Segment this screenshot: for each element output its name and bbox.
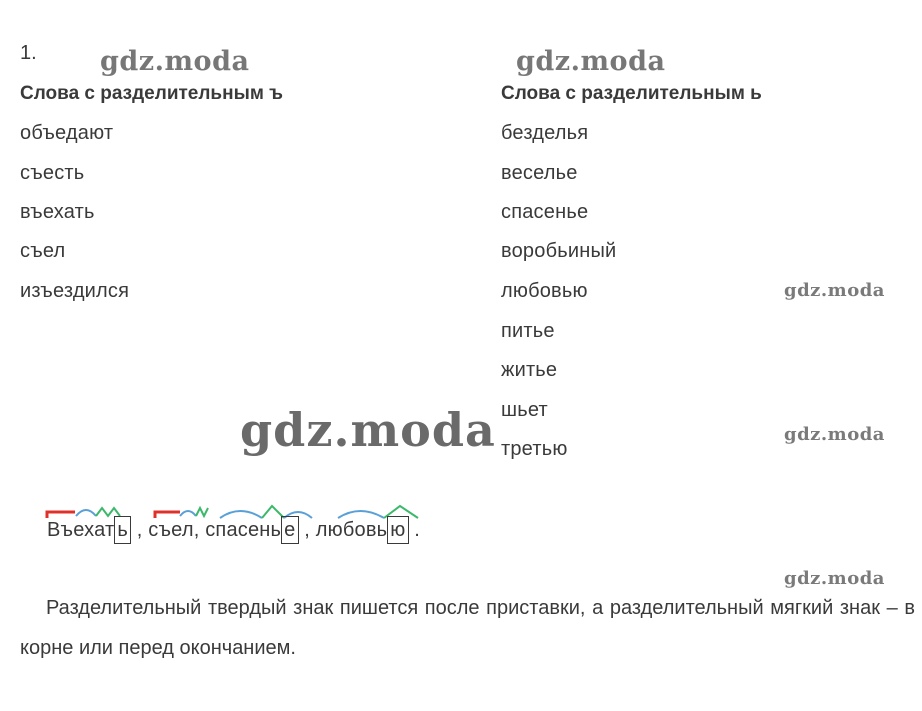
suffix-mark: [96, 508, 120, 516]
ending-box: ь: [114, 516, 131, 544]
ending-box: е: [281, 516, 298, 544]
analysis-word: любовь: [315, 519, 388, 541]
right-word: спасенье: [501, 201, 589, 223]
left-word: изъездился: [20, 280, 130, 302]
ending-box: ю: [387, 516, 408, 544]
separator: ,: [136, 519, 143, 541]
watermark: gdz.moda: [784, 280, 885, 301]
right-word: любовью: [501, 280, 588, 302]
right-word: безделья: [501, 122, 589, 144]
right-column-heading: Слова с разделительным ь: [501, 83, 762, 104]
exercise-number: 1.: [20, 42, 37, 64]
watermark: gdz.moda: [100, 46, 250, 77]
left-word: съел: [20, 240, 66, 262]
left-word: объедают: [20, 122, 114, 144]
right-word: житье: [501, 359, 558, 381]
analysis-word: съел,: [148, 519, 200, 541]
analysis-word: Въехат: [47, 519, 115, 541]
right-word: воробьиный: [501, 240, 617, 262]
morpheme-analysis-line: [47, 516, 420, 544]
right-word: питье: [501, 320, 555, 342]
rule-paragraph: Разделительный твердый знак пишется после приставки, а разделительный мягкий знак – в корне или перед окончанием.: [20, 597, 915, 659]
analysis-word: спасень: [205, 519, 282, 541]
watermark: gdz.moda: [240, 403, 496, 457]
end-punctuation: .: [414, 519, 421, 541]
watermark: gdz.moda: [784, 424, 885, 445]
suffix-mark: [196, 508, 208, 516]
left-column-heading: Слова с разделительным ъ: [20, 83, 284, 104]
left-word: въехать: [20, 201, 95, 223]
watermark: gdz.moda: [784, 568, 885, 589]
right-word: шьет: [501, 399, 548, 421]
right-word: третью: [501, 438, 568, 460]
watermark: gdz.moda: [516, 46, 666, 77]
right-word: веселье: [501, 162, 578, 184]
separator: ,: [304, 519, 311, 541]
left-word: съесть: [20, 162, 85, 184]
